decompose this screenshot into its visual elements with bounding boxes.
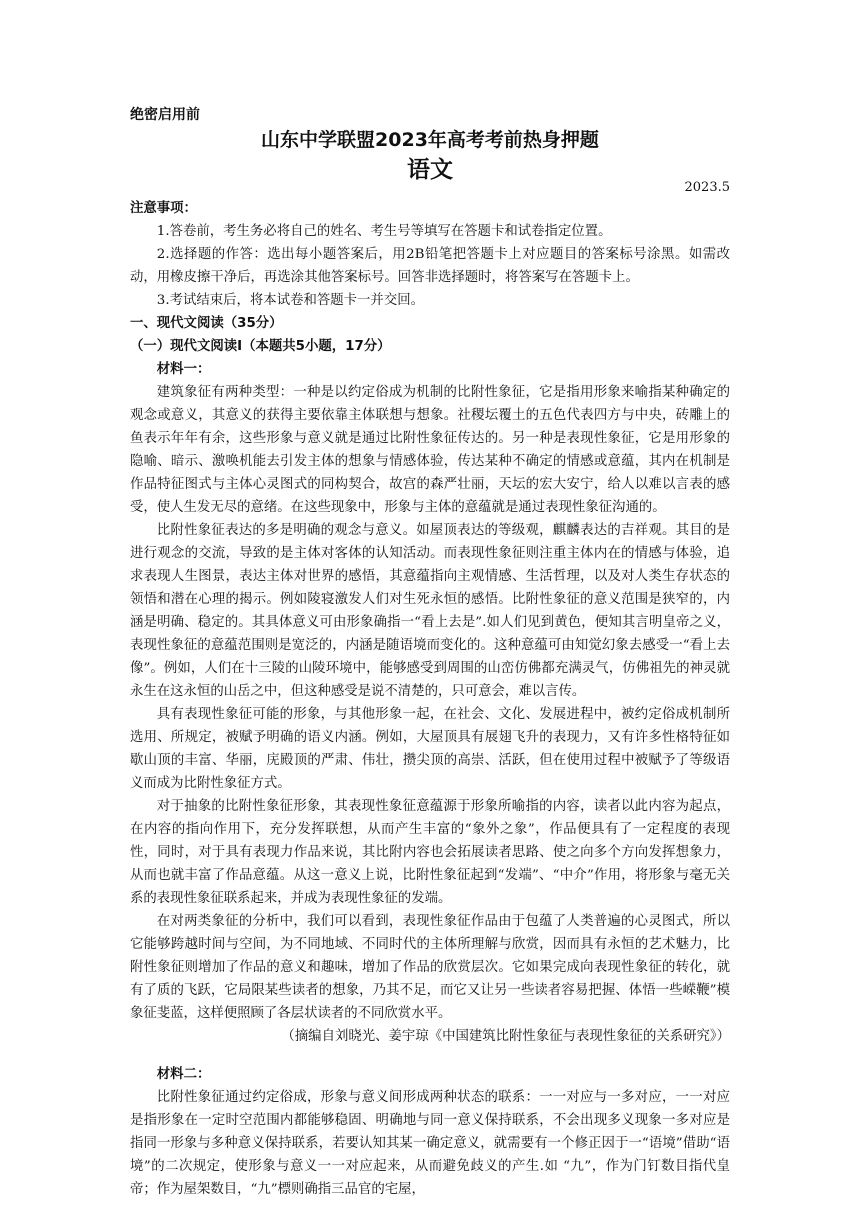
material-2-paragraph: 比附性象征通过约定俗成，形象与意义间形成两种状态的联系：一一对应与一多对应，一一对应是指形象在一定时空范围内都能够稳固、明确地与同一意义保持联系，不会出现多义现象一多对应是指同一形象与多种意义保持联系，若要认知其某一确定意义，就需要有一个修正因于一“语境”借助“语境”的二次规定，使形象与意义一一对应起来，从而避免歧义的产生.如 “九”，作为门钉数目指代皇帝；作为屋架数目，“九”標则确指三品官的宅屋， <box>130 1090 730 1197</box>
material-1-paragraph: 具有表现性象征可能的形象，与其他形象一起，在社会、文化、发展进程中，被约定俗成机制所选用、所规定，被赋予明确的语义内涵。例如，大屋顶具有展翅飞升的表现力，又有许多性格特征如歇山顶的丰富、华丽，庑殿顶的严肃、伟壮，攒尖顶的高崇、活跃，但在使用过程中被赋予了等级语义而成为比附性象征方式。 <box>130 707 730 791</box>
section-heading: 一、现代文阅读（35分） <box>130 316 283 331</box>
notes-heading: 注意事项： <box>130 201 197 216</box>
material-1-label: 材料一： <box>156 362 211 377</box>
material-1-source: （摘编自刘晓光、姜宇琼《中国建筑比附性象征与表现性象征的关系研究》） <box>281 1029 730 1044</box>
note-item: 3.考试结束后，将本试卷和答题卡一并交回。 <box>156 293 424 308</box>
confidential-label: 绝密启用前 <box>130 107 200 123</box>
exam-body <box>130 197 730 1201</box>
note-item: 1.答卷前，考生务必将自己的姓名、考生号等填写在答题卡和试卷指定位置。 <box>156 224 612 239</box>
material-1-paragraph: 在对两类象征的分析中，我们可以看到，表现性象征作品由于包蕴了人类普遍的心灵图式，所以它能够跨越时间与空间，为不同地域、不同时代的主体所理解与欣赏，因而具有永恒的艺术魅力，比附性象征则增加了作品的意义和趣味，增加了作品的欣赏层次。它如果完成向表现性象征的转化，就有了质的飞跃，它局限某些读者的想象，乃其不足，而它又让另一些读者容易把握、体悟一些嵘鞭”模象征斐蓝，这样便照顾了各层状读者的不同欣赏水平。 <box>130 914 730 1021</box>
exam-date: 2023.5 <box>684 180 730 195</box>
note-item: 2.选择题的作答：选出每小题答案后，用2B铅笔把答题卡上对应题目的答案标号涂黑。如需改动，用橡皮擦干净后，再选涂其他答案标号。回答非选择题时，将答案写在答题卡上。 <box>130 247 730 285</box>
subject-title: 语文 <box>407 157 453 183</box>
subsection-heading: （一）现代文阅读Ⅰ（本题共5小题，17分） <box>130 339 391 354</box>
material-1-paragraph: 建筑象征有两种类型：一种是以约定俗成为机制的比附性象征，它是指用形象来喻指某种确定的观念或意义，其意义的获得主要依靠主体联想与想象。社稷坛覆土的五色代表四方与中央，砖雕上的鱼表示年年有余，这些形象与意义就是通过比附性象征传达的。另一种是表现性象征，它是用形象的隐喻、暗示、激唤机能去引发主体的想象与情感体验，传达某种不确定的情感或意蕴，其内在机制是作品特征图式与主体心灵图式的同构契合，故宫的森严壮丽，天坛的宏大安宁，给人以难以言表的感受，使人生发无尽的意绪。在这些现象中，形象与主体的意蕴就是通过表现性象征沟通的。 <box>130 385 730 515</box>
material-1-paragraph: 对于抽象的比附性象征形象，其表现性象征意蕴源于形象所喻指的内容，读者以此内容为起点，在内容的指向作用下，充分发挥联想，从而产生丰富的“象外之象”，作品便具有了一定程度的表现性，同时，对于具有表现力作品来说，其比附内容也会拓展读者思路、使之向多个方向发挥想象力，从而也就丰富了作品意蕴。从这一意义上说，比附性象征起到“发端”、“中介”作用，将形象与毫无关系的表现性象征联系起来，并成为表现性象征的发端。 <box>130 799 730 906</box>
exam-title: 山东中学联盟2023年高考考前热身押题 <box>261 129 599 151</box>
material-2-label: 材料二： <box>156 1067 211 1082</box>
material-1-paragraph: 比附性象征表达的多是明确的观念与意义。如屋顶表达的等级观，麒麟表达的吉祥观。其目的是进行观念的交流，导致的是主体对客体的认知活动。而表现性象征则注重主体内在的情感与体验，追求表现人生图景，表达主体对世界的感悟，其意蕴指向主观情感、生活哲理，以及对人类生存状态的领悟和潜在心理的揭示。例如陵寝激发人们对生死永恒的感悟。比附性象征的意义范围是狭窄的，内涵是明确、稳定的。其具体意义可由形象确指一“看上去是”.如人们见到黄色，便知其言明皇帝之义，表现性象征的意蕴范围则是宽泛的，内涵是随语境而变化的。这种意蕴可由知觉幻象去感受一“看上去像”。例如，人们在十三陵的山陵环境中，能够感受到周围的山峦仿佛都充满灵气，仿佛祖先的神灵就永生在这永恒的山岳之中，但这种感受是说不清楚的，只可意会，难以言传。 <box>130 523 730 699</box>
